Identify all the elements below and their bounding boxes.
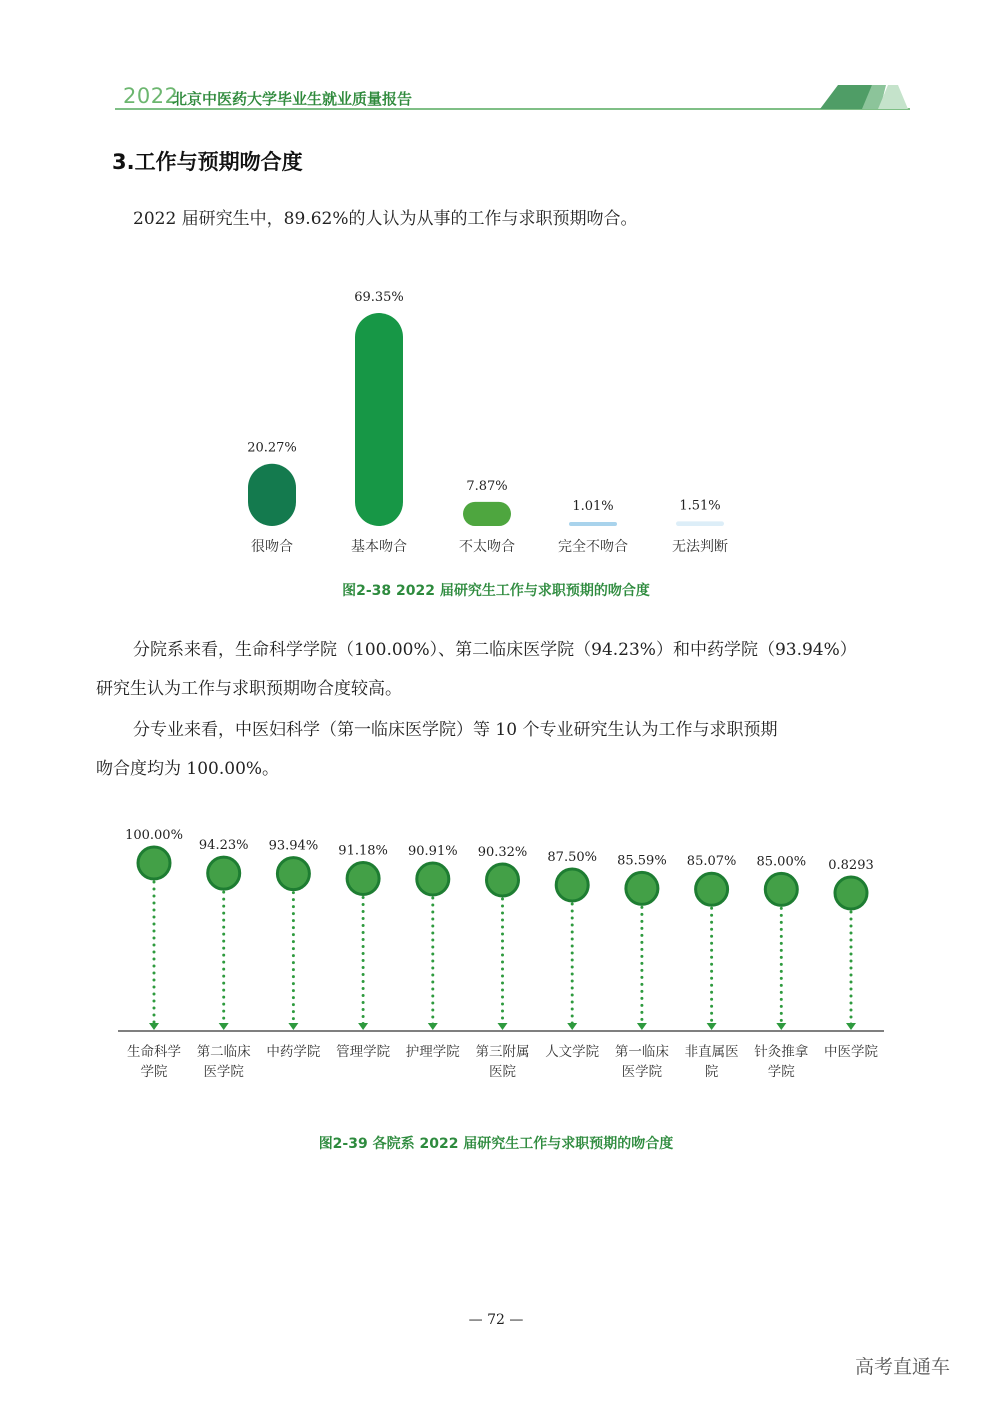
category-label: 中医学院	[824, 1044, 878, 1060]
bar-1	[248, 464, 296, 526]
bar-value-label: 69.35%	[354, 290, 404, 305]
college-fit-lollipop-chart	[0, 815, 992, 1090]
category-label: 医学院	[203, 1064, 244, 1080]
bar-value-label: 20.27%	[247, 440, 297, 456]
marker-value-label: 85.59%	[617, 853, 667, 869]
header-year: 2022	[123, 84, 179, 108]
category-label: 医院	[489, 1064, 516, 1080]
value-marker	[835, 877, 867, 909]
bar-category-label: 很吻合	[251, 539, 293, 555]
bar-2	[355, 313, 403, 526]
bar-value-label: 1.01%	[572, 499, 614, 514]
header-rule	[115, 108, 910, 110]
stem-arrowhead	[219, 1023, 229, 1030]
bar-value-label: 1.51%	[679, 498, 721, 514]
stem-arrowhead	[637, 1023, 647, 1030]
stem-arrowhead	[498, 1023, 508, 1030]
stem-arrowhead	[149, 1023, 159, 1030]
category-label: 非直属医	[684, 1044, 739, 1060]
marker-value-label: 0.8293	[828, 858, 874, 873]
category-label: 第一临床	[614, 1044, 669, 1060]
marker-value-label: 90.91%	[408, 843, 458, 859]
value-marker	[208, 857, 240, 889]
header-decoration	[810, 82, 910, 110]
section-title: 3.工作与预期吻合度	[112, 150, 303, 174]
category-label: 中药学院	[266, 1044, 321, 1060]
category-label: 第三附属	[475, 1044, 530, 1060]
category-label: 针灸推拿	[754, 1044, 809, 1060]
value-marker	[556, 869, 588, 901]
paragraph3-line2: 吻合度均为 100.00%。	[96, 759, 280, 779]
stem-arrowhead	[707, 1023, 717, 1030]
value-marker	[347, 863, 379, 895]
marker-value-label: 100.00%	[125, 828, 183, 843]
stem-arrowhead	[428, 1023, 438, 1030]
category-label: 护理学院	[405, 1044, 460, 1060]
marker-value-label: 85.00%	[756, 854, 807, 870]
category-label: 人文学院	[545, 1044, 600, 1060]
page-number: — 72 —	[468, 1312, 524, 1328]
category-label: 学院	[767, 1064, 795, 1080]
bar-4	[569, 522, 617, 526]
marker-value-label: 85.07%	[686, 854, 737, 870]
fit-distribution-bar-chart	[0, 270, 992, 565]
header-title: 北京中医药大学毕业生就业质量报告	[172, 90, 413, 108]
marker-value-label: 90.32%	[477, 845, 528, 861]
chart2-caption: 图2-39 各院系 2022 届研究生工作与求职预期的吻合度	[318, 1136, 674, 1152]
paragraph2-line1: 分院系来看，生命科学学院（100.00%）、第二临床医学院（94.23%）和中药学院（93.94%）	[133, 640, 857, 660]
marker-value-label: 94.23%	[198, 838, 249, 854]
marker-value-label: 87.50%	[547, 849, 597, 865]
stem-arrowhead	[776, 1023, 786, 1030]
stem-arrowhead	[846, 1023, 856, 1030]
bar-3	[463, 502, 511, 526]
stem-arrowhead	[358, 1023, 368, 1030]
marker-value-label: 91.18%	[338, 843, 388, 859]
value-marker	[765, 873, 797, 905]
bar-5	[676, 521, 724, 526]
stem-arrowhead	[288, 1023, 298, 1030]
paragraph3-line1: 分专业来看，中医妇科学（第一临床医学院）等 10 个专业研究生认为工作与求职预期	[133, 720, 778, 740]
category-label: 院	[704, 1064, 719, 1080]
value-marker	[277, 858, 309, 890]
value-marker	[626, 872, 658, 904]
watermark: 高考直通车	[855, 1356, 951, 1378]
category-label: 生命科学	[127, 1044, 181, 1060]
category-label: 第二临床	[196, 1044, 251, 1060]
bar-category-label: 完全不吻合	[558, 539, 628, 555]
chart1-caption: 图2-38 2022 届研究生工作与求职预期的吻合度	[342, 583, 650, 599]
marker-value-label: 93.94%	[268, 838, 319, 854]
bar-category-label: 基本吻合	[351, 539, 407, 555]
category-label: 学院	[140, 1064, 168, 1080]
paragraph2-line2: 研究生认为工作与求职预期吻合度较高。	[96, 679, 402, 699]
intro-paragraph: 2022 届研究生中，89.62%的人认为从事的工作与求职预期吻合。	[133, 209, 638, 229]
value-marker	[138, 847, 170, 879]
bar-value-label: 7.87%	[466, 478, 508, 494]
bar-category-label: 无法判断	[672, 539, 728, 555]
category-label: 医学院	[621, 1064, 663, 1080]
stem-arrowhead	[567, 1023, 577, 1030]
value-marker	[417, 863, 449, 895]
value-marker	[696, 873, 728, 905]
value-marker	[487, 864, 519, 896]
category-label: 管理学院	[336, 1044, 391, 1060]
bar-category-label: 不太吻合	[459, 539, 515, 555]
